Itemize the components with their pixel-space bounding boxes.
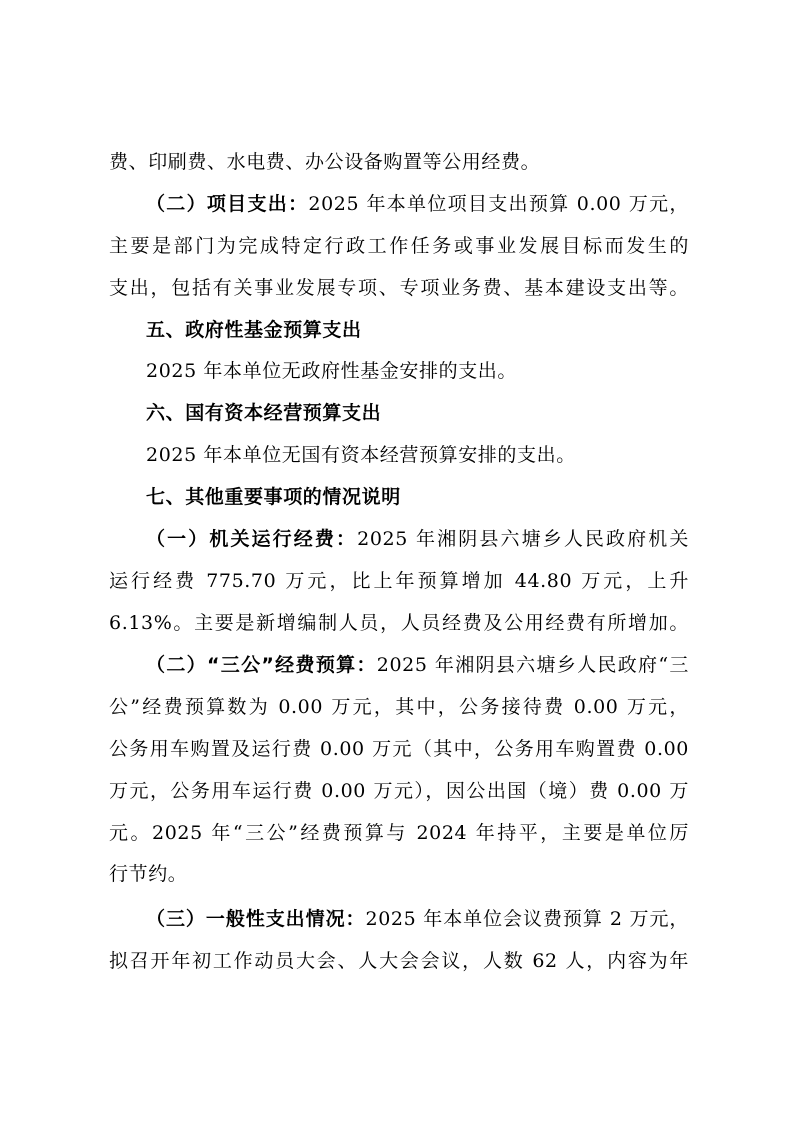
paragraph-line <box>146 906 689 932</box>
paragraph-line <box>146 191 689 217</box>
section-heading-other-matters: 七、其他重要事项的情况说明 <box>146 486 401 508</box>
paragraph-line: 费、印刷费、水电费、办公设备购置等公用经费。 <box>109 151 541 173</box>
paragraph-line: 2025 年本单位无国有资本经营预算安排的支出。 <box>146 444 576 466</box>
section-heading-gov-fund: 五、政府性基金预算支出 <box>146 319 362 341</box>
paragraph-line: 主要是部门为完成特定行政工作任务或事业发展目标而发生的 <box>109 235 689 257</box>
subheading-operating-funds: （一）机关运行经费： <box>146 528 358 550</box>
paragraph-line <box>146 652 689 678</box>
subheading-three-public-expenses: （二）“三公”经费预算： <box>146 654 377 676</box>
paragraph-text: 2025 年本单位会议费预算 2 万元， <box>365 908 689 930</box>
paragraph-line: 运行经费 775.70 万元，比上年预算增加 44.80 万元，上升 <box>109 570 689 592</box>
paragraph-line: 支出，包括有关事业发展专项、专项业务费、基本建设支出等。 <box>109 277 689 299</box>
paragraph-line: 万元，公务用车运行费 0.00 万元），因公出国（境）费 0.00 万 <box>109 780 689 802</box>
paragraph-line: 拟召开年初工作动员大会、人大会会议，人数 62 人，内容为年 <box>109 950 689 972</box>
paragraph-line: 行节约。 <box>109 863 188 885</box>
paragraph-line: 2025 年本单位无政府性基金安排的支出。 <box>146 360 517 382</box>
paragraph-line: 元。2025 年“三公”经费预算与 2024 年持平，主要是单位厉 <box>109 822 689 844</box>
paragraph-line: 6.13%。主要是新增编制人员，人员经费及公用经费有所增加。 <box>109 612 689 634</box>
paragraph-line <box>146 526 689 552</box>
paragraph-line: 公务用车购置及运行费 0.00 万元（其中，公务用车购置费 0.00 <box>109 738 689 760</box>
paragraph-text: 2025 年本单位项目支出预算 0.00 万元， <box>308 193 689 215</box>
subheading-project-expenditure: （二）项目支出： <box>146 193 309 215</box>
paragraph-text: 2025 年湘阴县六塘乡人民政府“三 <box>376 654 689 676</box>
section-heading-state-capital: 六、国有资本经营预算支出 <box>146 402 382 424</box>
paragraph-text: 2025 年湘阴县六塘乡人民政府机关 <box>357 528 689 550</box>
subheading-general-expenditure: （三）一般性支出情况： <box>146 908 366 930</box>
paragraph-line: 公”经费预算数为 0.00 万元，其中，公务接待费 0.00 万元， <box>109 696 689 718</box>
